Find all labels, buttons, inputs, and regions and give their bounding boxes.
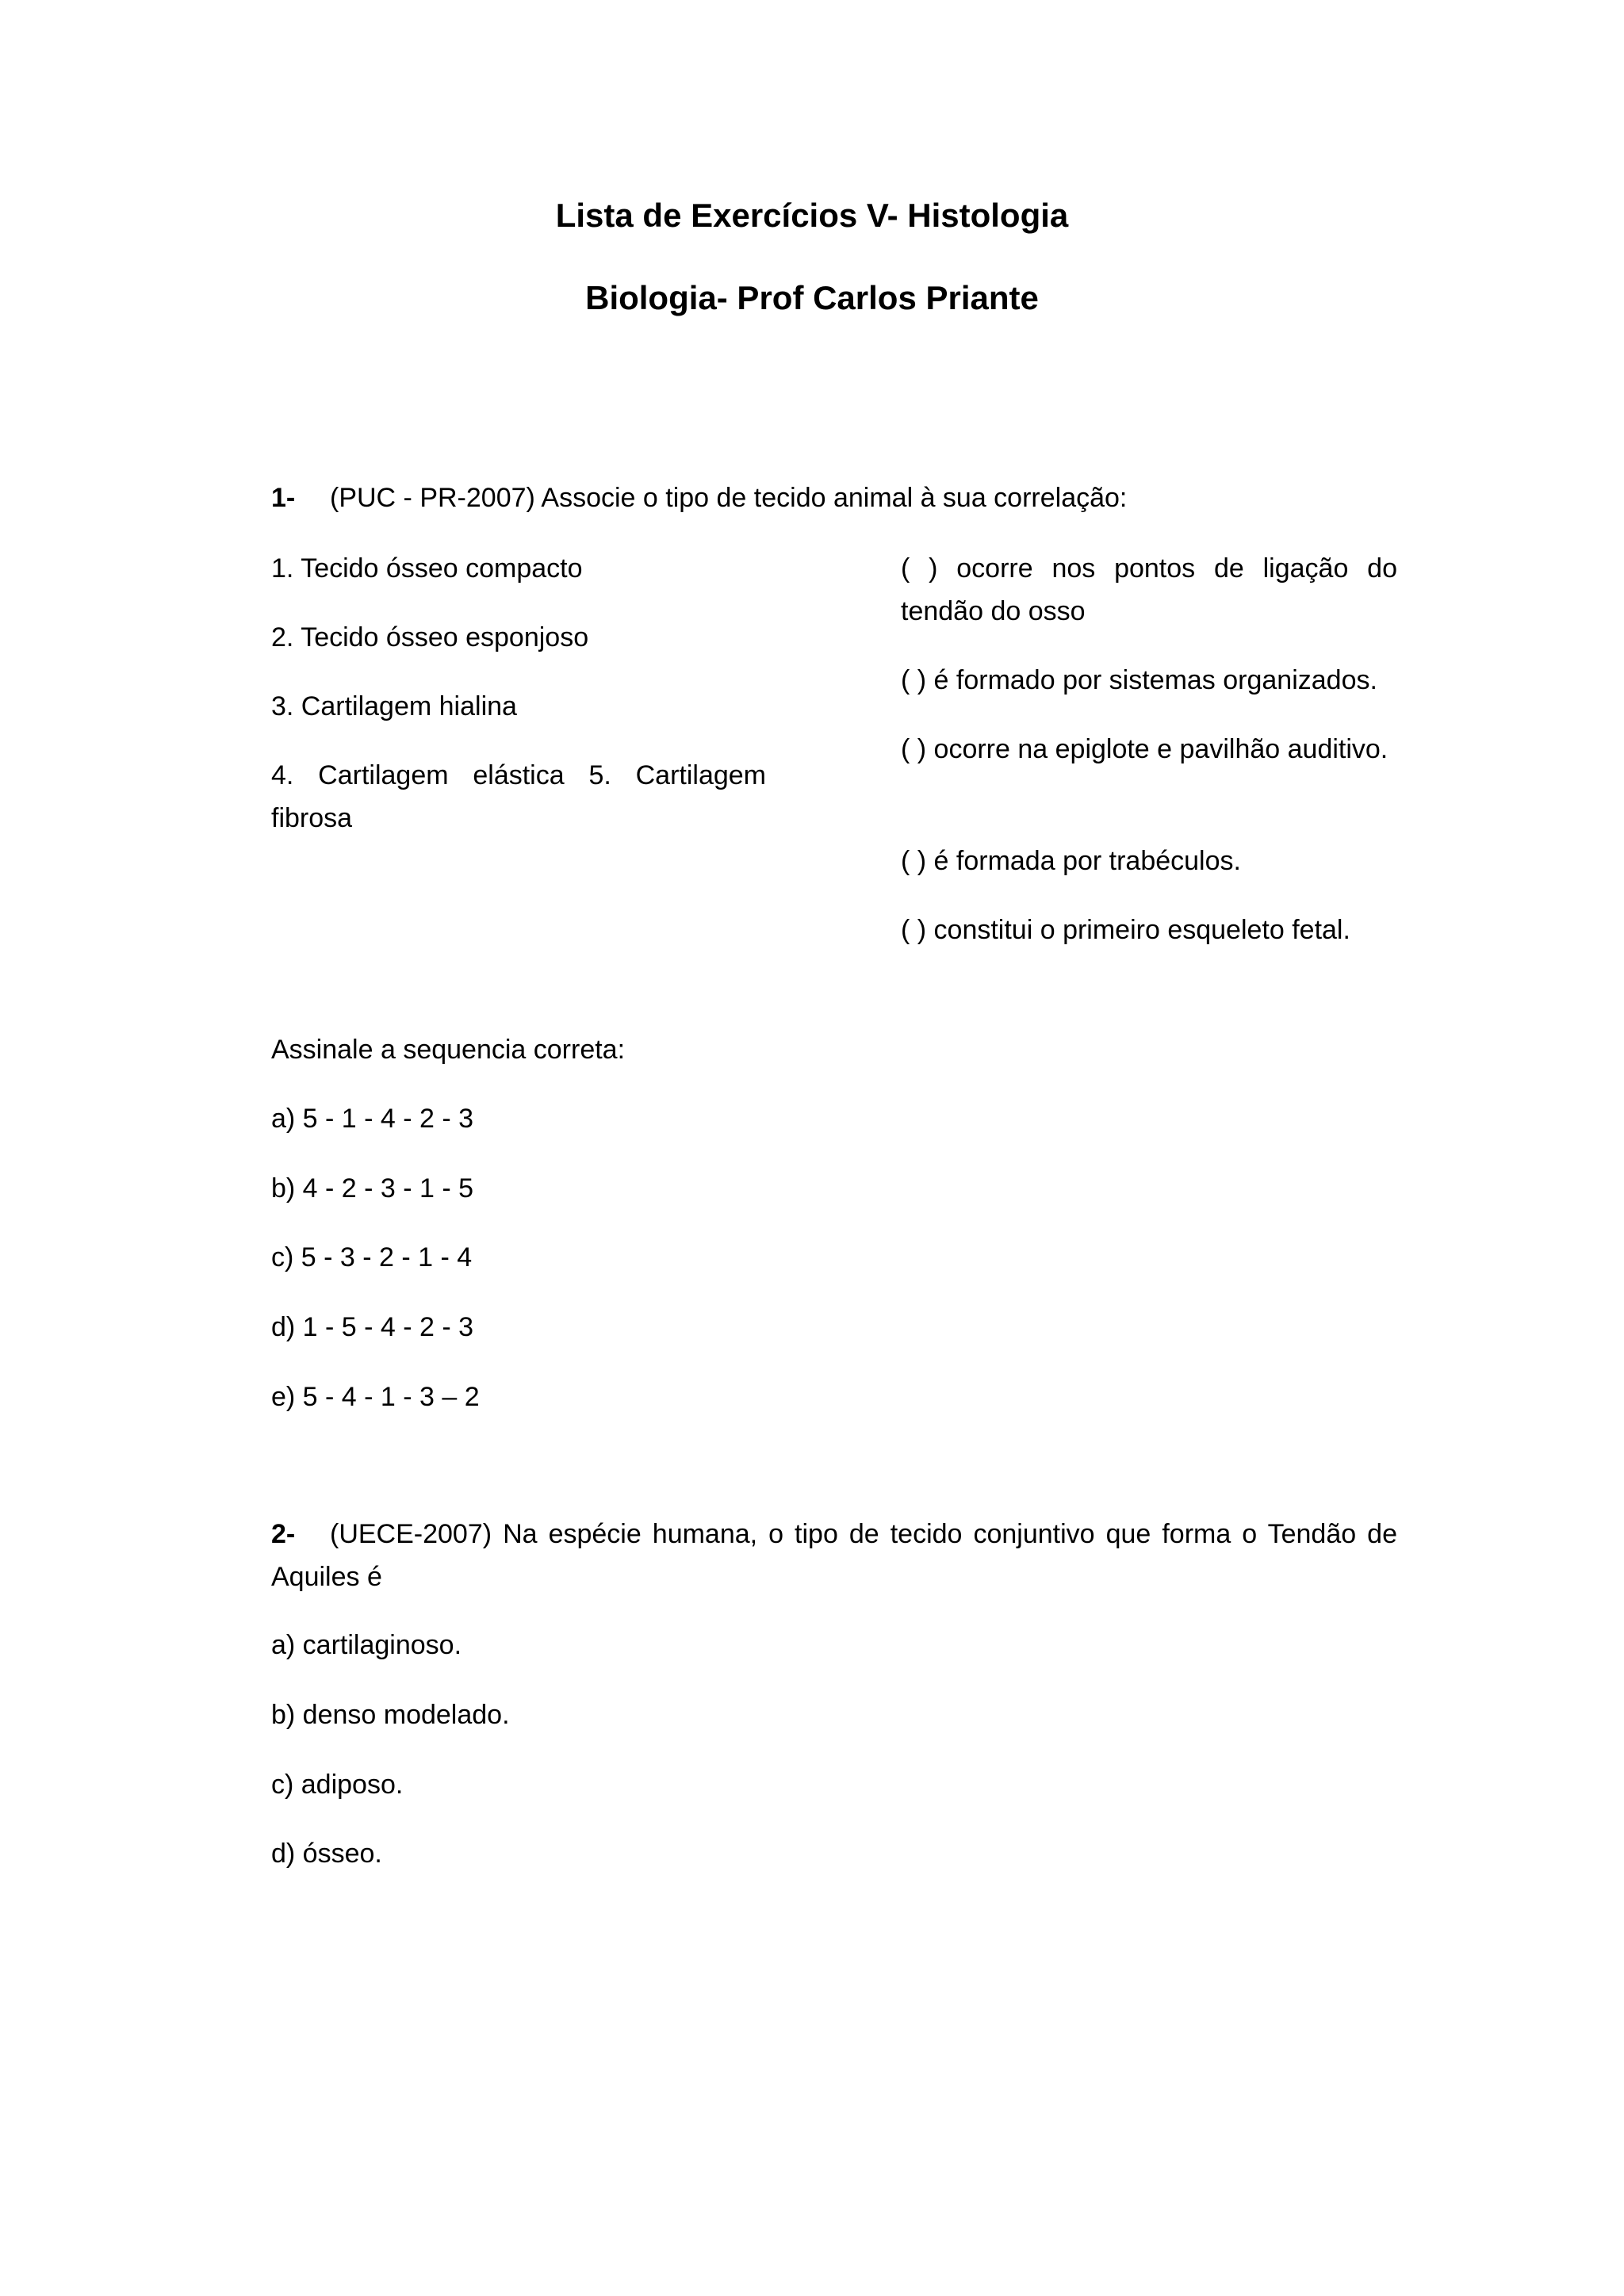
q1-right-item: ( ) é formada por trabéculos. xyxy=(901,846,1241,876)
question-1-text: (PUC - PR-2007) Associe o tipo de tecido animal à sua correlação: xyxy=(330,483,1128,513)
question-1-number: 1- xyxy=(271,483,296,513)
q2-option-d: d) ósseo. xyxy=(271,1839,382,1869)
q1-right-item: ( ) ocorre na epiglote e pavilhão auditivo. xyxy=(901,734,1388,764)
q1-left-item: 4. Cartilagem elástica 5. Cartilagem fibrosa xyxy=(271,760,766,833)
q1-left-item: 2. Tecido ósseo esponjoso xyxy=(271,622,589,652)
q1-option-b: b) 4 - 2 - 3 - 1 - 5 xyxy=(271,1173,474,1203)
question-2-prompt xyxy=(271,1513,1397,1598)
page-title: Lista de Exercícios V- Histologia xyxy=(555,197,1069,234)
q2-option-c: c) adiposo. xyxy=(271,1770,404,1800)
q1-option-a: a) 5 - 1 - 4 - 2 - 3 xyxy=(271,1104,474,1134)
q1-right-item: ( ) é formado por sistemas organizados. xyxy=(901,665,1377,695)
q1-left-item: 1. Tecido ósseo compacto xyxy=(271,553,583,584)
page-subtitle: Biologia- Prof Carlos Priante xyxy=(585,279,1039,316)
question-1-prompt xyxy=(271,476,1397,519)
question-2-number: 2- xyxy=(271,1519,296,1549)
q1-instruction: Assinale a sequencia correta: xyxy=(271,1035,626,1065)
q2-option-a: a) cartilaginoso. xyxy=(271,1630,462,1660)
q1-right-item: ( ) ocorre nos pontos de ligação do tendão do osso xyxy=(901,553,1397,626)
q1-option-e: e) 5 - 4 - 1 - 3 – 2 xyxy=(271,1382,480,1412)
q1-option-d: d) 1 - 5 - 4 - 2 - 3 xyxy=(271,1312,474,1342)
q2-option-b: b) denso modelado. xyxy=(271,1700,510,1730)
q1-left-item: 3. Cartilagem hialina xyxy=(271,691,517,721)
q1-right-item: ( ) constitui o primeiro esqueleto fetal. xyxy=(901,915,1350,945)
q1-option-c: c) 5 - 3 - 2 - 1 - 4 xyxy=(271,1242,473,1272)
question-2-text: (UECE-2007) Na espécie humana, o tipo de tecido conjuntivo que forma o Tendão de Aquiles é xyxy=(271,1519,1397,1592)
